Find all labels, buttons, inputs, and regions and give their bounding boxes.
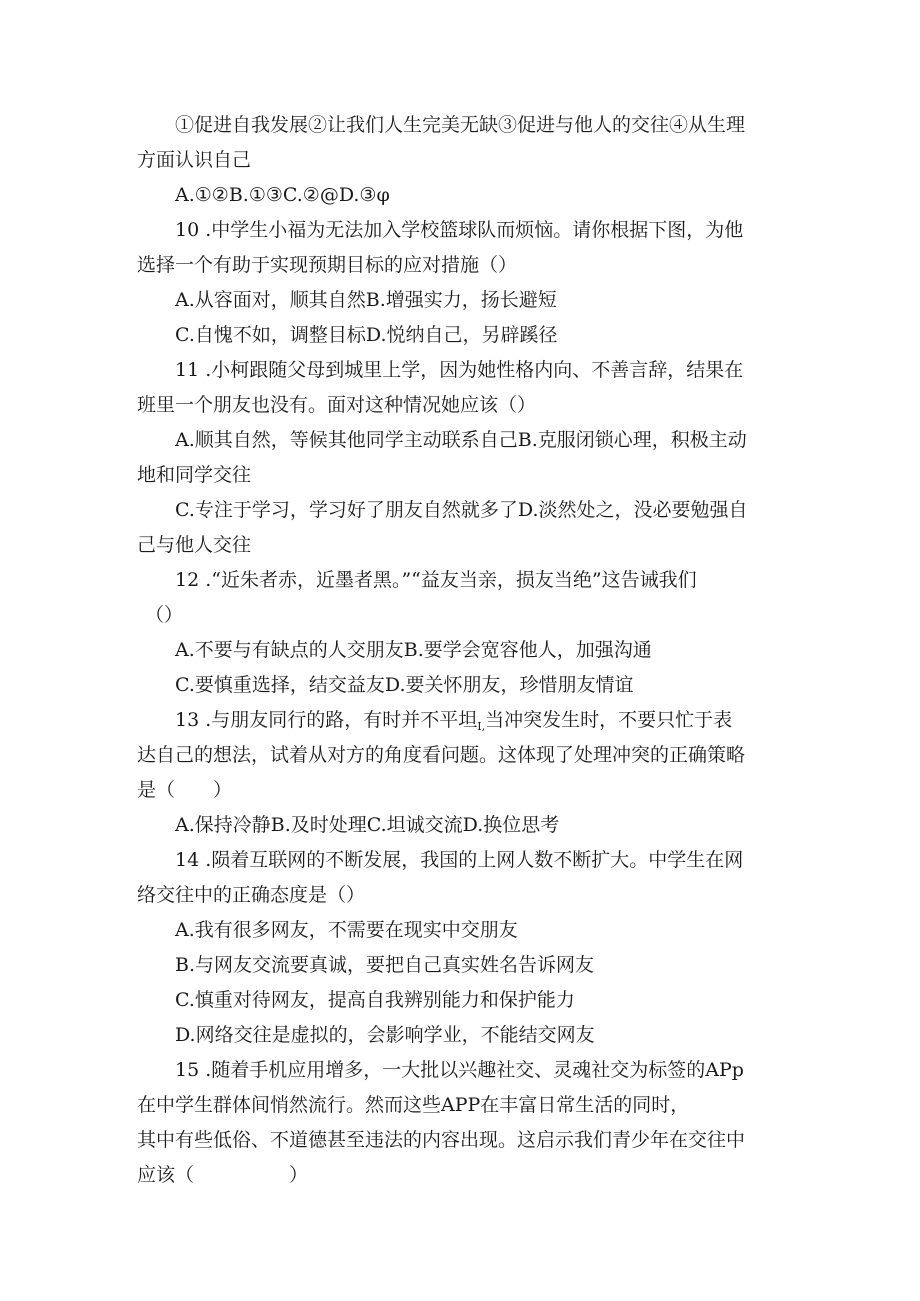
- q11-options-line-1: A.顺其自然，等候其他同学主动联系自己B.克服闭锁心理，积极主动: [175, 429, 747, 451]
- q10-stem-line-2: 选择一个有助于实现预期目标的应对措施（）: [137, 254, 518, 276]
- q13-stem-line-3: 是（ ）: [137, 779, 233, 801]
- q10-options-line-2: C.自愧不如，调整目标D.悦纳自己，另辟蹊径: [175, 324, 558, 346]
- q12-stem-line-1: 12 .“近朱者赤，近墨者黑。”“益友当亲，损友当绝”这告诫我们: [175, 569, 697, 591]
- q9-options: A.①②B.①③C.②@D.③φ: [175, 184, 390, 206]
- q15-stem-line-4: 应该（ ）: [137, 1164, 309, 1186]
- q14-option-d: D.网络交往是虚拟的，会影响学业，不能结交网友: [175, 1024, 595, 1046]
- q11-options-line-3: C.专注于学习，学习好了朋友自然就多了D.淡然处之，没必要勉强自: [175, 499, 748, 521]
- q14-stem-line-2: 络交往中的正确态度是（）: [137, 884, 366, 906]
- q9-statement-line-1: ①促进自我发展②让我们人生完美无缺③促进与他人的交往④从生理: [175, 114, 746, 136]
- q15-stem-line-1: 15 .随着手机应用增多，一大批以兴趣社交、灵魂社交为标签的APp: [175, 1059, 744, 1081]
- q11-options-line-2: 地和同学交往: [137, 464, 252, 486]
- q12-options-line-1: A.不要与有缺点的人交朋友B.要学会宽容他人，加强沟通: [175, 639, 652, 661]
- q13-stem-text-b: 当冲突发生时，不要只忙于表: [485, 709, 733, 731]
- q11-options-line-4: 己与他人交往: [137, 534, 252, 556]
- q12-stem-line-2: （）: [145, 604, 184, 626]
- q13-options: A.保持冷静B.及时处理C.坦诚交流D.换位思考: [175, 814, 560, 836]
- q14-option-c: C.慎重对待网友，提高自我辨别能力和保护能力: [175, 989, 575, 1011]
- q14-option-b: B.与网友交流要真诚，要把自己真实姓名告诉网友: [175, 954, 595, 976]
- q13-stem-subscript: I,: [477, 720, 486, 733]
- q14-option-a: A.我有很多网友，不需要在现实中交朋友: [175, 919, 518, 941]
- q13-stem-line-2: 达自己的想法，试着从对方的角度看问题。这体现了处理冲突的正确策略: [137, 744, 746, 766]
- q10-stem-line-1: 10 .中学生小福为无法加入学校篮球队而烦恼。请你根据下图，为他: [175, 219, 744, 241]
- q13-stem-text-a: 13 .与朋友同行的路，有时并不平坦: [175, 709, 478, 731]
- q11-stem-line-2: 班里一个朋友也没有。面对这种情况她应该（）: [137, 394, 537, 416]
- q11-stem-line-1: 11 .小柯跟随父母到城里上学，因为她性格内向、不善言辞，结果在: [175, 359, 744, 381]
- q12-options-line-2: C.要慎重选择，结交益友D.要关怀朋友，珍惜朋友情谊: [175, 674, 634, 696]
- q15-stem-line-2: 在中学生群体间悄然流行。然而这些APP在丰富日常生活的同时，: [137, 1094, 690, 1116]
- q15-stem-line-3: 其中有些低俗、不道德甚至违法的内容出现。这启示我们青少年在交往中: [137, 1129, 746, 1151]
- q9-statement-line-2: 方面认识自己: [137, 149, 252, 171]
- q10-options-line-1: A.从容面对，顺其自然B.增强实力，扬长避短: [175, 289, 557, 311]
- q14-stem-line-1: 14 .陨着互联网的不断发展，我国的上网人数不断扩大。中学生在网: [175, 849, 744, 871]
